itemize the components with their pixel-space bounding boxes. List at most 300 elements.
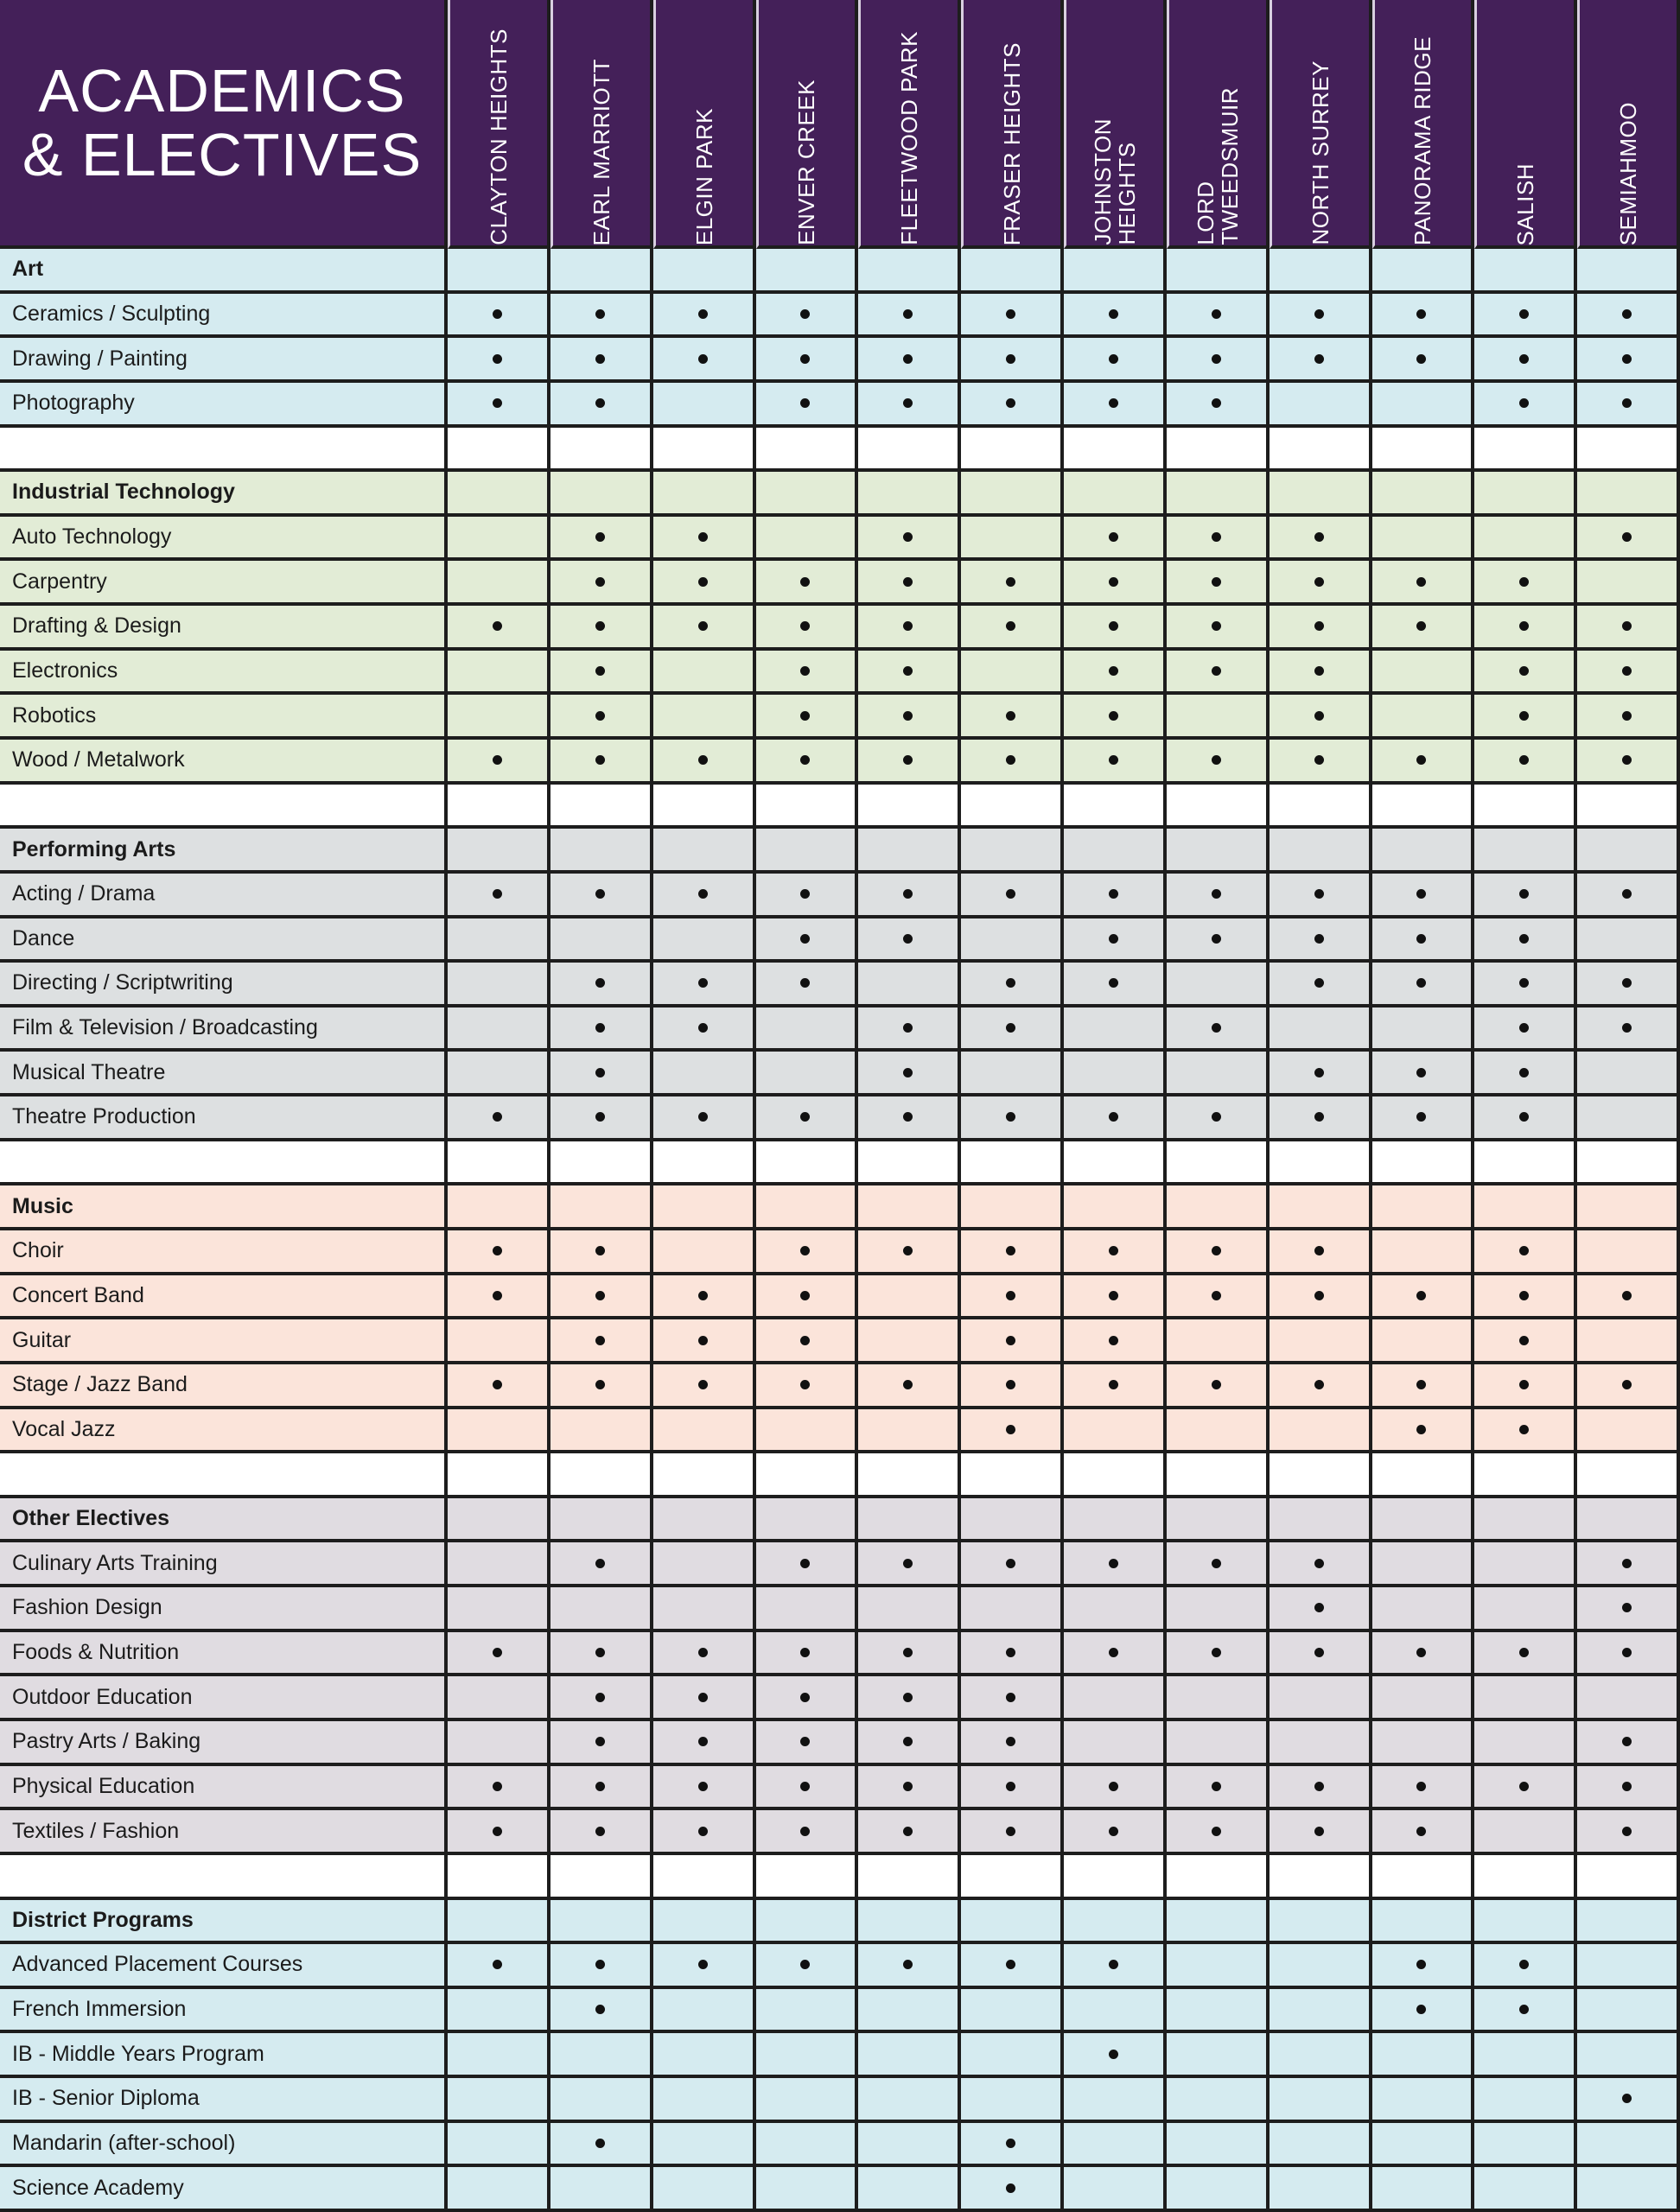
offered-dot-icon: [1006, 1425, 1015, 1434]
offering-cell: [961, 1632, 1064, 1677]
offered-dot-icon: [1212, 889, 1221, 899]
offered-dot-icon: [903, 1023, 913, 1033]
offering-cell: [653, 338, 756, 383]
offered-dot-icon: [595, 1648, 605, 1657]
offering-cell: [1372, 785, 1475, 830]
offering-cell: [756, 1632, 859, 1677]
offering-cell: [1577, 1498, 1680, 1543]
offered-dot-icon: [1416, 1068, 1426, 1077]
offered-dot-icon: [1519, 577, 1529, 587]
course-label: Vocal Jazz: [0, 1409, 448, 1454]
offering-cell: [961, 249, 1064, 294]
offering-cell: [1064, 1453, 1167, 1498]
offering-cell: [1270, 428, 1372, 473]
offering-cell: [1474, 472, 1577, 517]
offering-cell: [653, 1275, 756, 1320]
offering-cell: [858, 1052, 961, 1096]
offered-dot-icon: [903, 889, 913, 899]
offering-cell: [653, 695, 756, 740]
offering-cell: [1372, 695, 1475, 740]
offering-cell: [1577, 1319, 1680, 1364]
offering-cell: [1167, 1185, 1270, 1230]
offering-cell: [1577, 651, 1680, 696]
offering-cell: [448, 294, 550, 339]
offering-cell: [1474, 1275, 1577, 1320]
school-column-header: [1577, 0, 1680, 249]
offering-cell: [1270, 1185, 1372, 1230]
offering-cell: [1270, 1944, 1372, 1989]
offering-cell: [961, 338, 1064, 383]
offering-cell: [1474, 695, 1577, 740]
offering-cell: [1167, 2033, 1270, 2078]
offering-cell: [1474, 1052, 1577, 1096]
offering-cell: [1577, 1230, 1680, 1275]
offered-dot-icon: [1314, 889, 1324, 899]
offered-dot-icon: [1416, 577, 1426, 587]
offering-cell: [1064, 517, 1167, 562]
offering-cell: [1577, 1587, 1680, 1632]
offered-dot-icon: [1519, 934, 1529, 944]
offering-cell: [1577, 472, 1680, 517]
offering-cell: [653, 1989, 756, 2034]
offering-cell: [1372, 829, 1475, 874]
offering-cell: [1577, 1766, 1680, 1811]
offering-cell: [653, 472, 756, 517]
offered-dot-icon: [1006, 398, 1015, 408]
offering-cell: [858, 963, 961, 1007]
offered-dot-icon: [1006, 1648, 1015, 1657]
offering-cell: [1064, 1007, 1167, 1052]
offering-cell: [1577, 1364, 1680, 1409]
offered-dot-icon: [1519, 2005, 1529, 2014]
offering-cell: [653, 1632, 756, 1677]
offering-cell: [1372, 1989, 1475, 2034]
offered-dot-icon: [1212, 309, 1221, 319]
offering-cell: [1167, 1409, 1270, 1454]
offering-cell: [550, 918, 653, 963]
offering-cell: [1064, 1185, 1167, 1230]
offering-cell: [653, 561, 756, 606]
offered-dot-icon: [1109, 1380, 1118, 1389]
course-label: Science Academy: [0, 2167, 448, 2212]
offered-dot-icon: [595, 889, 605, 899]
offering-cell: [1270, 918, 1372, 963]
school-name: EARL MARRIOTT: [588, 58, 614, 245]
offering-cell: [961, 561, 1064, 606]
offered-dot-icon: [800, 755, 810, 765]
offering-cell: [448, 1409, 550, 1454]
offering-cell: [1270, 1364, 1372, 1409]
offering-cell: [550, 472, 653, 517]
offering-cell: [1270, 651, 1372, 696]
offering-cell: [1064, 918, 1167, 963]
offered-dot-icon: [1519, 711, 1529, 721]
offering-cell: [550, 1007, 653, 1052]
offered-dot-icon: [800, 1693, 810, 1702]
offering-cell: [1270, 1007, 1372, 1052]
offering-cell: [858, 740, 961, 785]
offered-dot-icon: [1519, 1648, 1529, 1657]
offering-cell: [550, 1409, 653, 1454]
offering-cell: [550, 2078, 653, 2123]
offering-cell: [550, 1096, 653, 1141]
offered-dot-icon: [1109, 1246, 1118, 1255]
offered-dot-icon: [1109, 354, 1118, 364]
offering-cell: [1064, 428, 1167, 473]
offering-cell: [961, 428, 1064, 473]
offered-dot-icon: [800, 398, 810, 408]
offered-dot-icon: [1109, 577, 1118, 587]
offered-dot-icon: [1109, 934, 1118, 944]
offering-cell: [1474, 1364, 1577, 1409]
offering-cell: [756, 561, 859, 606]
offering-cell: [1372, 1052, 1475, 1096]
section-heading: Music: [0, 1185, 448, 1230]
course-label: Carpentry: [0, 561, 448, 606]
offered-dot-icon: [698, 1112, 708, 1122]
offering-cell: [1577, 249, 1680, 294]
school-name: PANORAMA RIDGE: [1410, 35, 1436, 245]
offering-cell: [756, 383, 859, 428]
offering-cell: [1474, 1632, 1577, 1677]
offered-dot-icon: [800, 1737, 810, 1746]
course-label: Concert Band: [0, 1275, 448, 1320]
offering-cell: [858, 1542, 961, 1587]
offering-cell: [858, 1498, 961, 1543]
offering-cell: [756, 1810, 859, 1855]
school-name: SEMIAHMOO: [1615, 101, 1642, 245]
offering-cell: [1577, 1052, 1680, 1096]
offering-cell: [1577, 829, 1680, 874]
offered-dot-icon: [1622, 978, 1632, 988]
offered-dot-icon: [1109, 1336, 1118, 1345]
offered-dot-icon: [595, 755, 605, 765]
offered-dot-icon: [800, 1827, 810, 1836]
offering-cell: [1372, 1185, 1475, 1230]
offering-cell: [858, 1766, 961, 1811]
offered-dot-icon: [1006, 1737, 1015, 1746]
offering-cell: [653, 918, 756, 963]
offering-cell: [858, 1185, 961, 1230]
offered-dot-icon: [1314, 711, 1324, 721]
offering-cell: [448, 1052, 550, 1096]
offering-cell: [1270, 2033, 1372, 2078]
offered-dot-icon: [493, 309, 502, 319]
offering-cell: [1372, 1944, 1475, 1989]
offering-cell: [1577, 1185, 1680, 1230]
offering-cell: [1167, 1319, 1270, 1364]
school-column-header: [1372, 0, 1475, 249]
offered-dot-icon: [493, 1827, 502, 1836]
offering-cell: [756, 1230, 859, 1275]
offered-dot-icon: [1006, 1336, 1015, 1345]
offering-cell: [1372, 1275, 1475, 1320]
offering-cell: [858, 1364, 961, 1409]
offered-dot-icon: [1006, 978, 1015, 988]
offering-cell: [1372, 428, 1475, 473]
offered-dot-icon: [1416, 755, 1426, 765]
offering-cell: [858, 606, 961, 651]
offering-cell: [961, 1989, 1064, 2034]
school-name: CLAYTON HEIGHTS: [485, 29, 512, 245]
offered-dot-icon: [493, 1648, 502, 1657]
offered-dot-icon: [698, 1737, 708, 1746]
offered-dot-icon: [1109, 978, 1118, 988]
offered-dot-icon: [1519, 755, 1529, 765]
offering-cell: [1372, 1855, 1475, 1900]
offering-cell: [1167, 1900, 1270, 1945]
offering-cell: [1372, 294, 1475, 339]
offered-dot-icon: [1519, 666, 1529, 676]
offering-cell: [448, 1141, 550, 1186]
offered-dot-icon: [1314, 532, 1324, 542]
offered-dot-icon: [1109, 621, 1118, 631]
offered-dot-icon: [1519, 1425, 1529, 1434]
school-column-header: [858, 0, 961, 249]
offered-dot-icon: [1006, 354, 1015, 364]
offering-cell: [550, 2033, 653, 2078]
offered-dot-icon: [903, 1782, 913, 1791]
school-name: ENVER CREEK: [793, 79, 820, 245]
offering-cell: [1474, 249, 1577, 294]
offering-cell: [1270, 1587, 1372, 1632]
offering-cell: [1167, 918, 1270, 963]
offering-cell: [858, 1409, 961, 1454]
offering-cell: [1372, 1319, 1475, 1364]
offering-cell: [1167, 2167, 1270, 2212]
course-label: Choir: [0, 1230, 448, 1275]
offering-cell: [756, 1275, 859, 1320]
offering-cell: [1372, 1141, 1475, 1186]
offered-dot-icon: [1314, 978, 1324, 988]
offering-cell: [653, 740, 756, 785]
offering-cell: [1270, 1498, 1372, 1543]
offering-cell: [653, 294, 756, 339]
offering-cell: [756, 1319, 859, 1364]
offering-cell: [1064, 695, 1167, 740]
offered-dot-icon: [595, 621, 605, 631]
school-column-header: [448, 0, 550, 249]
offering-cell: [1474, 963, 1577, 1007]
school-name: SALISH: [1512, 162, 1539, 245]
school-name: FLEETWOOD PARK: [896, 31, 923, 245]
offering-cell: [550, 338, 653, 383]
offering-cell: [1064, 829, 1167, 874]
offering-cell: [1372, 1453, 1475, 1498]
offering-cell: [653, 383, 756, 428]
offered-dot-icon: [1212, 1291, 1221, 1300]
offering-cell: [550, 517, 653, 562]
offering-cell: [1474, 1721, 1577, 1766]
offering-cell: [448, 1007, 550, 1052]
offered-dot-icon: [1006, 889, 1015, 899]
offering-cell: [961, 2123, 1064, 2168]
offered-dot-icon: [1622, 1559, 1632, 1568]
offered-dot-icon: [1416, 1425, 1426, 1434]
offering-cell: [550, 2167, 653, 2212]
school-name: ELGIN PARK: [690, 107, 717, 245]
offered-dot-icon: [595, 1380, 605, 1389]
offering-cell: [961, 695, 1064, 740]
offered-dot-icon: [1519, 1246, 1529, 1255]
offering-cell: [1167, 561, 1270, 606]
offering-cell: [653, 1230, 756, 1275]
offering-cell: [1577, 1409, 1680, 1454]
offering-cell: [1270, 517, 1372, 562]
offered-dot-icon: [698, 755, 708, 765]
offering-cell: [1064, 1498, 1167, 1543]
offering-cell: [756, 294, 859, 339]
offering-cell: [653, 1185, 756, 1230]
course-label: Foods & Nutrition: [0, 1632, 448, 1677]
offering-cell: [448, 249, 550, 294]
offering-cell: [1167, 1542, 1270, 1587]
offering-cell: [653, 1587, 756, 1632]
offering-cell: [1064, 1721, 1167, 1766]
offering-cell: [448, 1275, 550, 1320]
offering-cell: [1270, 1900, 1372, 1945]
offering-cell: [1372, 338, 1475, 383]
offered-dot-icon: [1314, 1380, 1324, 1389]
offered-dot-icon: [698, 1380, 708, 1389]
offering-cell: [858, 1453, 961, 1498]
offered-dot-icon: [595, 1112, 605, 1122]
offered-dot-icon: [1109, 755, 1118, 765]
offering-cell: [858, 1989, 961, 2034]
offering-cell: [1167, 294, 1270, 339]
offering-cell: [550, 383, 653, 428]
offering-cell: [1372, 606, 1475, 651]
offering-cell: [653, 1453, 756, 1498]
offering-cell: [1577, 1989, 1680, 2034]
offering-cell: [1474, 1944, 1577, 1989]
offering-cell: [550, 1141, 653, 1186]
offering-cell: [858, 1721, 961, 1766]
offering-cell: [1577, 1453, 1680, 1498]
course-label: Theatre Production: [0, 1096, 448, 1141]
school-name: JOHNSTON HEIGHTS: [1089, 118, 1140, 245]
offering-cell: [961, 918, 1064, 963]
school-column-header: [1270, 0, 1372, 249]
offering-cell: [448, 963, 550, 1007]
offering-cell: [756, 1364, 859, 1409]
offered-dot-icon: [903, 934, 913, 944]
offered-dot-icon: [903, 1693, 913, 1702]
offered-dot-icon: [1109, 1782, 1118, 1791]
offered-dot-icon: [1212, 1023, 1221, 1033]
offering-cell: [1577, 874, 1680, 918]
offering-cell: [1064, 1587, 1167, 1632]
offering-cell: [961, 1587, 1064, 1632]
offering-cell: [961, 1319, 1064, 1364]
offered-dot-icon: [1314, 934, 1324, 944]
offering-cell: [1167, 1230, 1270, 1275]
table-title: [0, 0, 448, 249]
offered-dot-icon: [1622, 1291, 1632, 1300]
offered-dot-icon: [903, 1559, 913, 1568]
title-line-1: ACADEMICS: [38, 57, 406, 124]
offered-dot-icon: [1622, 755, 1632, 765]
course-label: Wood / Metalwork: [0, 740, 448, 785]
offered-dot-icon: [1622, 1023, 1632, 1033]
offering-cell: [858, 651, 961, 696]
course-label: Electronics: [0, 651, 448, 696]
offered-dot-icon: [1212, 621, 1221, 631]
offered-dot-icon: [800, 666, 810, 676]
offered-dot-icon: [1314, 1648, 1324, 1657]
offering-cell: [448, 829, 550, 874]
offering-cell: [961, 651, 1064, 696]
offered-dot-icon: [1006, 711, 1015, 721]
offering-cell: [1064, 1810, 1167, 1855]
offering-cell: [1474, 1185, 1577, 1230]
offering-cell: [1474, 1230, 1577, 1275]
offered-dot-icon: [1212, 1559, 1221, 1568]
offered-dot-icon: [698, 1648, 708, 1657]
offered-dot-icon: [800, 1246, 810, 1255]
offered-dot-icon: [800, 354, 810, 364]
offered-dot-icon: [800, 1380, 810, 1389]
offering-cell: [1577, 1900, 1680, 1945]
offering-cell: [1167, 1498, 1270, 1543]
offering-cell: [1270, 874, 1372, 918]
offering-cell: [961, 2033, 1064, 2078]
offered-dot-icon: [903, 1648, 913, 1657]
offering-cell: [550, 1542, 653, 1587]
offering-cell: [1474, 829, 1577, 874]
offering-cell: [448, 1900, 550, 1945]
offering-cell: [550, 963, 653, 1007]
offered-dot-icon: [595, 532, 605, 542]
offered-dot-icon: [595, 1782, 605, 1791]
offering-cell: [1372, 1676, 1475, 1721]
offered-dot-icon: [1006, 1023, 1015, 1033]
offered-dot-icon: [800, 1336, 810, 1345]
offering-cell: [550, 2123, 653, 2168]
offering-cell: [1167, 829, 1270, 874]
offering-cell: [1064, 1364, 1167, 1409]
offered-dot-icon: [1006, 309, 1015, 319]
offered-dot-icon: [493, 1246, 502, 1255]
offering-cell: [1167, 1944, 1270, 1989]
offering-cell: [1064, 472, 1167, 517]
offering-cell: [1064, 1632, 1167, 1677]
offered-dot-icon: [1314, 621, 1324, 631]
offering-cell: [961, 472, 1064, 517]
offering-cell: [1064, 249, 1167, 294]
offering-cell: [858, 383, 961, 428]
offering-cell: [1167, 1766, 1270, 1811]
offering-cell: [550, 1900, 653, 1945]
offered-dot-icon: [800, 1291, 810, 1300]
offered-dot-icon: [800, 309, 810, 319]
offering-cell: [1577, 695, 1680, 740]
offering-cell: [1270, 2123, 1372, 2168]
offering-cell: [756, 1721, 859, 1766]
offering-cell: [448, 1587, 550, 1632]
offering-cell: [1474, 1319, 1577, 1364]
offering-cell: [858, 294, 961, 339]
offering-cell: [1577, 1007, 1680, 1052]
offering-cell: [448, 472, 550, 517]
offering-cell: [1372, 1766, 1475, 1811]
offered-dot-icon: [1212, 755, 1221, 765]
offering-cell: [1167, 874, 1270, 918]
offered-dot-icon: [1622, 309, 1632, 319]
offered-dot-icon: [800, 1559, 810, 1568]
offering-cell: [653, 1766, 756, 1811]
offering-cell: [858, 695, 961, 740]
